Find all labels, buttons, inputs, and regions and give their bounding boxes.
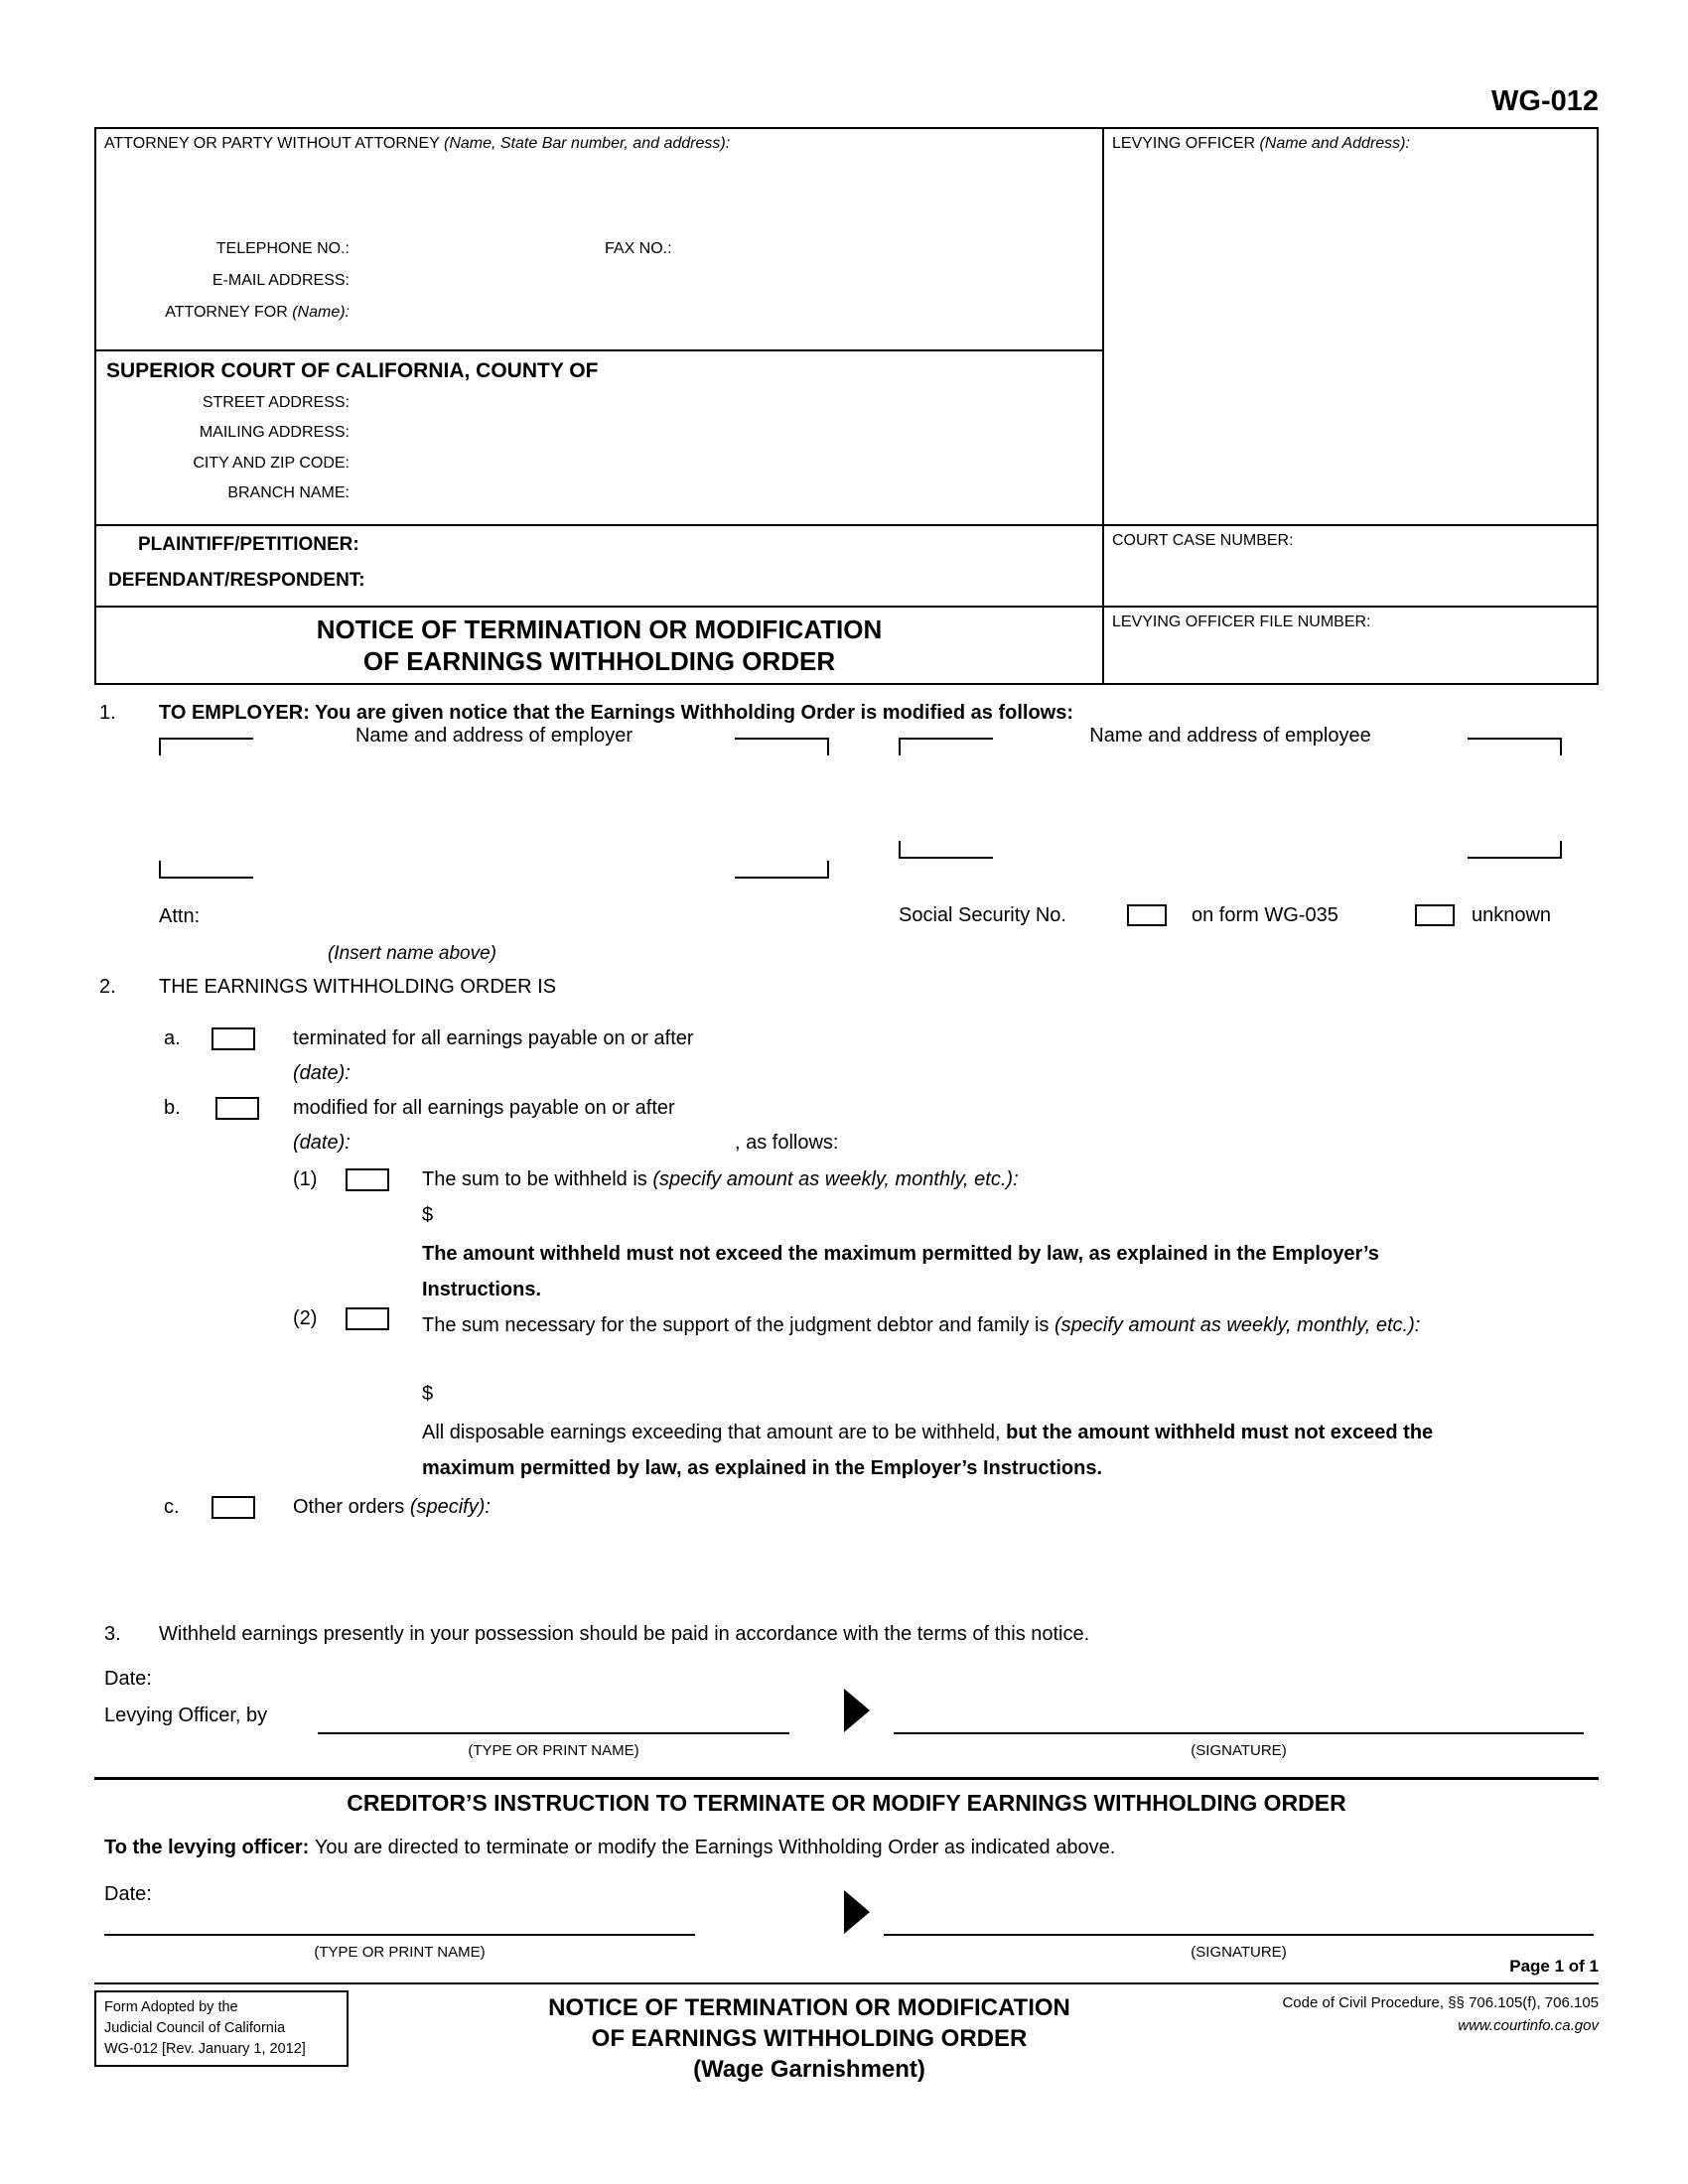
case-number-label: COURT CASE NUMBER:	[1112, 532, 1294, 549]
street-address-label: STREET ADDRESS:	[202, 394, 350, 411]
item-b2-note-regular: All disposable earnings exceeding that amount are to be withheld,	[422, 1422, 1007, 1443]
attorney-label-detail: (Name, State Bar number, and address):	[444, 135, 731, 152]
creditor-lead-bold: To the levying officer:	[104, 1837, 315, 1858]
attorney-label-text: ATTORNEY OR PARTY WITHOUT ATTORNEY	[104, 135, 440, 152]
section1-number: 1.	[99, 702, 116, 724]
footer-form-title	[422, 1992, 1196, 2086]
officer-signature-label: (SIGNATURE)	[1191, 1742, 1287, 1759]
attorney-for-detail: (Name):	[292, 304, 350, 321]
ssn-unknown-checkbox[interactable]	[1415, 904, 1455, 926]
item-b2-text-italic: (specify amount as weekly, monthly, etc.):	[1055, 1314, 1421, 1336]
court-title: SUPERIOR COURT OF CALIFORNIA, COUNTY OF	[106, 359, 599, 382]
creditor-name-line[interactable]	[104, 1934, 695, 1936]
form-body	[94, 700, 1599, 2184]
attorney-for-text: ATTORNEY FOR	[165, 304, 293, 321]
telephone-label: TELEPHONE NO.:	[215, 240, 350, 257]
employee-window-label: Name and address of employee	[1089, 725, 1371, 747]
footer-adoption-box	[94, 1990, 349, 2067]
employer-address-window[interactable]	[159, 725, 829, 879]
section3-text: Withheld earnings presently in your possession should be paid in accordance with the terms of this notice.	[159, 1623, 1090, 1645]
plaintiff-label: PLAINTIFF/PETITIONER:	[138, 534, 359, 555]
item-c-text-italic: (specify):	[409, 1496, 491, 1518]
creditor-type-print-label: (TYPE OR PRINT NAME)	[314, 1944, 486, 1961]
mailing-address-label: MAILING ADDRESS:	[199, 424, 350, 441]
levying-label-text: LEVYING OFFICER	[1112, 135, 1260, 152]
signature-arrow-icon	[844, 1689, 870, 1732]
item-a-text: terminated for all earnings payable on or after	[293, 1027, 694, 1049]
employee-address-window[interactable]	[899, 725, 1562, 859]
bracket-corner-icon	[899, 841, 993, 859]
item-b2-note-bold: but the amount withheld must not exceed the maximum permitted by law, as explained in the Employer’s Instructions.	[422, 1422, 1434, 1479]
officer-signature-line[interactable]	[894, 1732, 1584, 1734]
bracket-corner-icon	[1468, 841, 1562, 859]
creditor-signature-label: (SIGNATURE)	[1191, 1944, 1287, 1961]
attorney-for-label	[96, 304, 350, 322]
item-b1-number: (1)	[293, 1168, 318, 1190]
footer-title-line2: OF EARNINGS WITHHOLDING ORDER	[591, 2025, 1028, 2053]
sum-withheld-checkbox[interactable]	[346, 1168, 389, 1191]
ssn-on-form-label: on form WG-035	[1192, 904, 1338, 926]
creditor-date-label: Date:	[104, 1883, 152, 1905]
item-b2-note	[422, 1415, 1514, 1486]
section2-heading: THE EARNINGS WITHHOLDING ORDER IS	[159, 976, 557, 998]
fax-label: FAX NO.:	[605, 240, 672, 257]
footer-code-reference: Code of Civil Procedure, §§ 706.105(f), 706.105	[1282, 1994, 1599, 2011]
footer-title-line1: NOTICE OF TERMINATION OR MODIFICATION	[548, 1994, 1070, 2021]
creditor-lead-text: You are directed to terminate or modify the Earnings Withholding Order as indicated above.	[314, 1837, 1116, 1858]
file-number-box[interactable]	[1104, 608, 1597, 683]
ssn-on-form-checkbox[interactable]	[1127, 904, 1167, 926]
footer-adopted-line3: WG-012 [Rev. January 1, 2012]	[104, 2041, 306, 2058]
attorney-box-label	[104, 135, 730, 153]
attn-label: Attn:	[159, 905, 201, 927]
bracket-corner-icon	[159, 861, 253, 879]
item-b1-text-italic: (specify amount as weekly, monthly, etc.):	[652, 1168, 1019, 1190]
case-number-box[interactable]	[1104, 526, 1597, 608]
creditor-signature-line[interactable]	[884, 1934, 1594, 1936]
terminated-checkbox[interactable]	[211, 1027, 255, 1050]
creditor-heading: CREDITOR’S INSTRUCTION TO TERMINATE OR MODIFY EARNINGS WITHHOLDING ORDER	[347, 1790, 1346, 1816]
form-title-line1: NOTICE OF TERMINATION OR MODIFICATION	[316, 614, 883, 644]
item-b1-dollar-sign: $	[422, 1204, 434, 1226]
other-orders-checkbox[interactable]	[211, 1496, 255, 1519]
form-title-line2: OF EARNINGS WITHHOLDING ORDER	[362, 646, 836, 676]
parties-box[interactable]	[96, 526, 1102, 608]
item-b1-note: The amount withheld must not exceed the maximum permitted by law, as explained in the Employer’s Instructions.	[422, 1243, 1379, 1300]
item-c-text-regular: Other orders	[293, 1496, 410, 1518]
item-b2-text	[422, 1307, 1494, 1343]
defendant-label: DEFENDANT/RESPONDENT:	[108, 570, 365, 591]
item-b-date-label: (date):	[293, 1132, 351, 1154]
city-zip-label: CITY AND ZIP CODE:	[193, 455, 350, 472]
branch-name-label: BRANCH NAME:	[227, 484, 350, 501]
file-number-label: LEVYING OFFICER FILE NUMBER:	[1112, 614, 1371, 630]
modified-checkbox[interactable]	[215, 1097, 259, 1120]
caption-table	[94, 127, 1599, 685]
officer-name-line[interactable]	[318, 1732, 789, 1734]
insert-name-note: (Insert name above)	[327, 943, 497, 964]
footer-title-line3: (Wage Garnishment)	[693, 2056, 925, 2084]
email-label: E-MAIL ADDRESS:	[211, 272, 350, 289]
item-c-letter: c.	[164, 1496, 180, 1518]
item-b1-text-regular: The sum to be withheld is	[422, 1168, 653, 1190]
item-c-text	[293, 1496, 491, 1519]
levying-label-detail: (Name and Address):	[1259, 135, 1410, 152]
court-box[interactable]	[96, 351, 1102, 526]
levying-officer-label	[1112, 135, 1410, 153]
section3-number: 3.	[104, 1623, 121, 1645]
section1-heading: TO EMPLOYER: You are given notice that the Earnings Withholding Order is modified as follows:	[159, 702, 1074, 724]
footer-url: www.courtinfo.ca.gov	[1458, 2016, 1599, 2034]
item-b-follows-label: , as follows:	[735, 1132, 839, 1154]
footer-reference	[1196, 1992, 1599, 2037]
ssn-unknown-label: unknown	[1472, 904, 1552, 926]
levying-officer-box[interactable]	[1104, 129, 1597, 526]
item-b2-text-regular: The sum necessary for the support of the judgment debtor and family is	[422, 1314, 1055, 1336]
section3-date-label: Date:	[104, 1668, 152, 1690]
ssn-label: Social Security No.	[899, 904, 1066, 926]
item-a-letter: a.	[164, 1027, 181, 1049]
item-b1-text	[422, 1168, 1514, 1191]
section2-number: 2.	[99, 976, 116, 998]
officer-type-print-label: (TYPE OR PRINT NAME)	[468, 1742, 639, 1759]
item-b2-number: (2)	[293, 1307, 318, 1329]
levying-officer-by-label: Levying Officer, by	[104, 1705, 268, 1726]
item-a-date-label: (date):	[293, 1062, 351, 1084]
attorney-box[interactable]	[96, 129, 1102, 351]
creditor-lead	[104, 1837, 1115, 1859]
signature-arrow-icon	[844, 1890, 870, 1934]
footer-divider	[94, 1982, 1599, 1984]
item-b-letter: b.	[164, 1097, 181, 1119]
footer-adopted-line1: Form Adopted by the	[104, 1999, 238, 2015]
item-b2-dollar-sign: $	[422, 1383, 434, 1405]
page-number-label: Page 1 of 1	[1509, 1957, 1599, 1976]
employer-window-label: Name and address of employer	[354, 725, 633, 747]
bracket-corner-icon	[735, 861, 829, 879]
support-sum-checkbox[interactable]	[346, 1307, 389, 1330]
section-divider	[94, 1777, 1599, 1780]
form-title-box	[96, 608, 1102, 683]
caption-right-column	[1102, 129, 1597, 683]
footer-adopted-line2: Judicial Council of California	[104, 2020, 286, 2037]
caption-left-column	[96, 129, 1102, 683]
item-b-text: modified for all earnings payable on or after	[293, 1097, 675, 1119]
form-number: WG-012	[1491, 85, 1599, 117]
